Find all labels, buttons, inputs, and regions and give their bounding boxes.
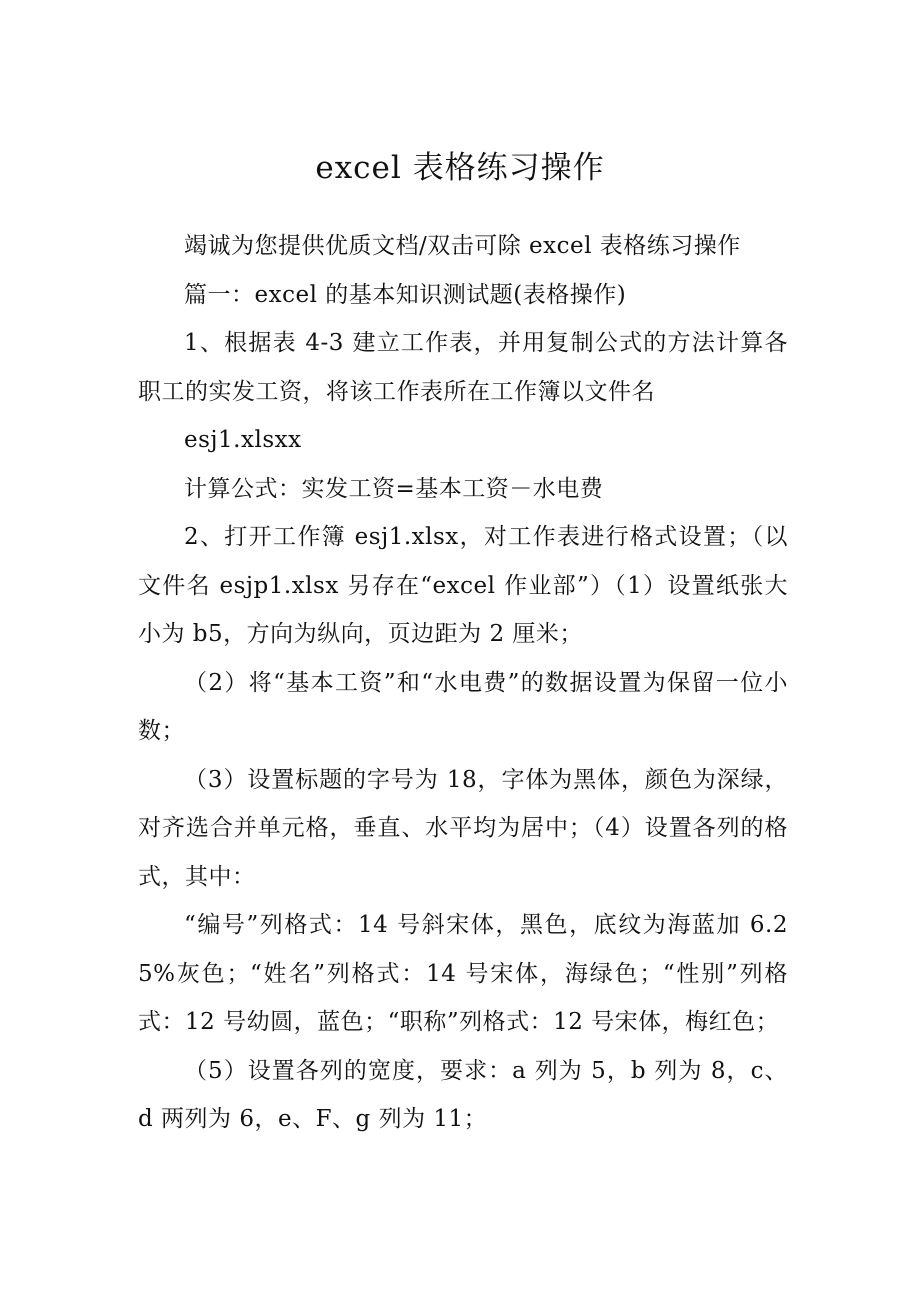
task-1-paragraph: 1、根据表 4-3 建立工作表，并用复制公式的方法计算各职工的实发工资，将该工作表所在工作簿以文件名 [138,330,788,405]
intro-paragraph: 竭诚为您提供优质文档/双击可除 excel 表格练习操作 [184,233,741,259]
step-2-paragraph: （2）将“基本工资”和“水电费”的数据设置为保留一位小数； [138,669,788,744]
formula-paragraph: 计算公式：实发工资=基本工资－水电费 [184,475,604,502]
column-format-paragraph: “编号”列格式：14 号斜宋体，黑色，底纹为海蓝加 6.25%灰色；“姓名”列格式：14 号宋体，海绿色；“性别”列格式：12 号幼圆，蓝色；“职称”列格式：12 号宋体，梅红色； [138,912,788,1035]
section-heading: 篇一：excel 的基本知识测试题(表格操作) [184,281,627,308]
document-body [138,222,788,1144]
filename-paragraph: esj1.xlsxx [184,427,302,453]
step-3-4-paragraph: （3）设置标题的字号为 18，字体为黑体，颜色为深绿，对齐选合并单元格，垂直、水平均为居中；（4）设置各列的格式，其中： [138,766,788,890]
task-2-paragraph: 2、打开工作簿 esj1.xlsx，对工作表进行格式设置；（以文件名 esjp1.xlsx 另存在“excel 作业部”）（1）设置纸张大小为 b5，方向为纵向，页边距为 2 厘米； [138,524,788,647]
step-5-paragraph: （5）设置各列的宽度，要求：a 列为 5，b 列为 8，c、d 两列为 6，e、F、g 列为 11； [138,1057,788,1132]
document-title: excel 表格练习操作 [315,150,605,186]
